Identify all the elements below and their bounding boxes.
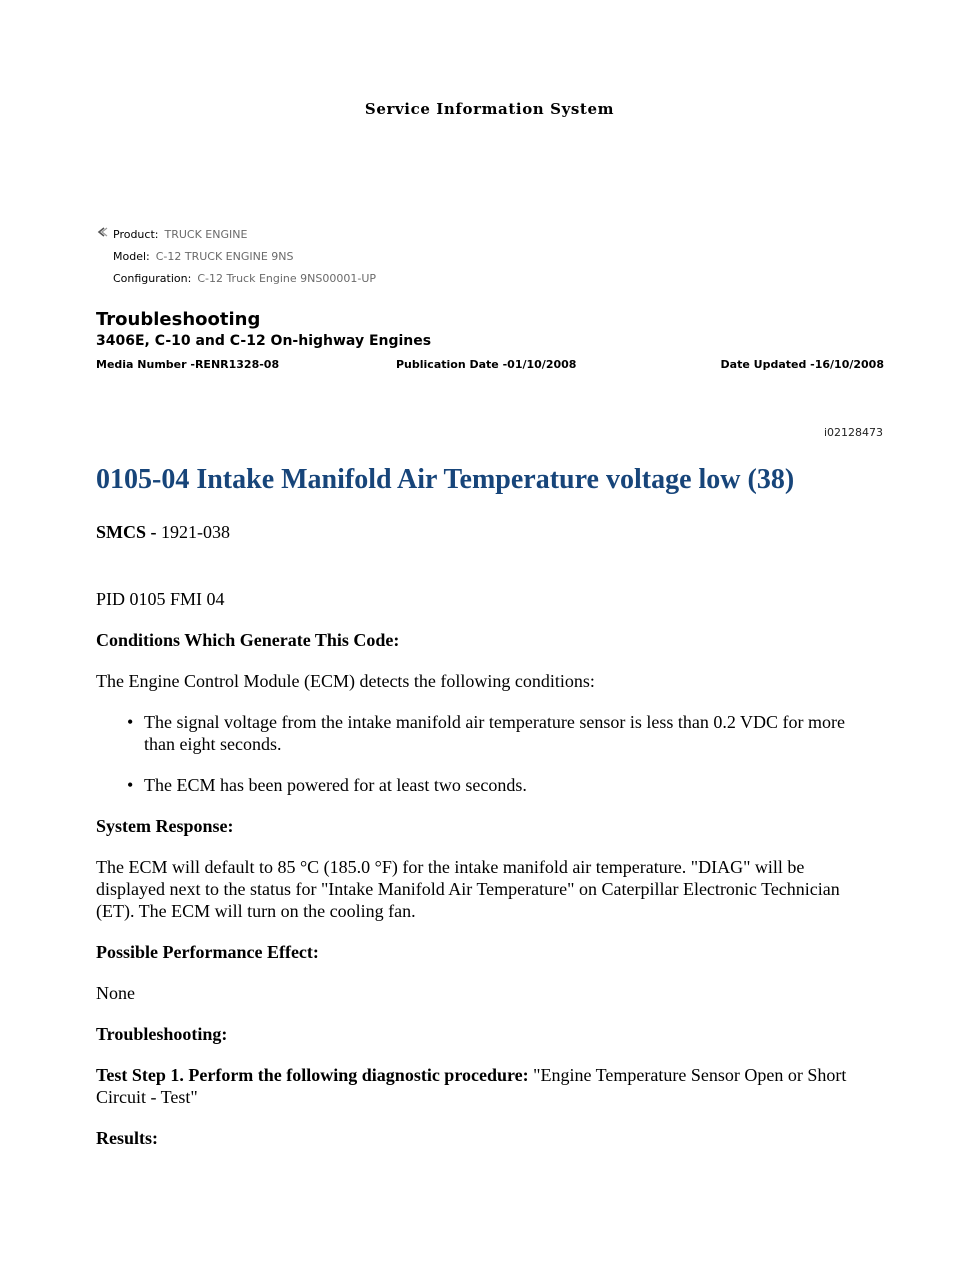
product-info: [96, 224, 376, 290]
troubleshooting-heading: Troubleshooting:: [96, 1024, 228, 1044]
test-step-text: "Engine Temperature Sensor Open or Short Circuit - Test": [96, 1065, 847, 1107]
configuration-value: C-12 Truck Engine 9NS00001-UP: [197, 272, 377, 285]
smcs-label: SMCS -: [96, 522, 157, 542]
system-response-text: The ECM will default to 85 °C (185.0 °F) for the intake manifold air temperature. "DIAG" will be displayed next to the status for "Intake Manifold Air Temperature" on Caterpillar Electronic Technician (ET). The ECM will turn on the cooling fan.: [96, 857, 840, 921]
performance-text: None: [96, 983, 135, 1003]
test-step-label: Test Step 1. Perform the following diagnostic procedure:: [96, 1065, 529, 1085]
test-step-1: [96, 1064, 871, 1108]
document-id: i02128473: [823, 426, 883, 439]
condition-text: The signal voltage from the intake manifold air temperature sensor is less than 0.2 VDC for more than eight seconds.: [144, 712, 845, 754]
conditions-list: [96, 711, 871, 796]
system-response-heading: System Response:: [96, 816, 234, 836]
model-value: C-12 TRUCK ENGINE 9NS: [155, 250, 294, 263]
conditions-heading: Conditions Which Generate This Code:: [96, 630, 400, 650]
configuration-row: [96, 268, 376, 290]
date-updated: Date Updated -16/10/2008: [720, 358, 884, 371]
system-title: Service Information System: [364, 100, 615, 118]
results-heading: Results:: [96, 1128, 158, 1148]
conditions-intro: The Engine Control Module (ECM) detects the following conditions:: [96, 671, 595, 691]
bullet-icon: •: [127, 712, 134, 732]
document-subtitle: 3406E, C-10 and C-12 On-highway Engines: [96, 333, 432, 349]
list-item: [96, 711, 871, 755]
list-item: [96, 774, 871, 796]
chevron-left-icon[interactable]: [96, 225, 108, 239]
product-label: Product:: [113, 228, 159, 241]
article-title: 0105-04 Intake Manifold Air Temperature voltage low (38): [96, 464, 795, 495]
product-value: TRUCK ENGINE: [164, 228, 248, 241]
smcs-value: 1921-038: [161, 522, 231, 542]
pid-line: PID 0105 FMI 04: [96, 589, 225, 609]
document-title: Troubleshooting: [96, 309, 261, 330]
media-number: Media Number -RENR1328-08: [96, 358, 280, 371]
model-label: Model:: [113, 250, 150, 263]
article-body: [96, 521, 871, 1149]
condition-text: The ECM has been powered for at least two seconds.: [144, 775, 527, 795]
publication-info: [96, 358, 884, 374]
model-row: [96, 246, 376, 268]
product-row: [96, 224, 376, 246]
smcs-line: [96, 521, 871, 543]
document-header: [96, 309, 884, 374]
configuration-label: Configuration:: [113, 272, 192, 285]
performance-heading: Possible Performance Effect:: [96, 942, 319, 962]
publication-date: Publication Date -01/10/2008: [396, 358, 577, 371]
bullet-icon: •: [127, 775, 134, 795]
